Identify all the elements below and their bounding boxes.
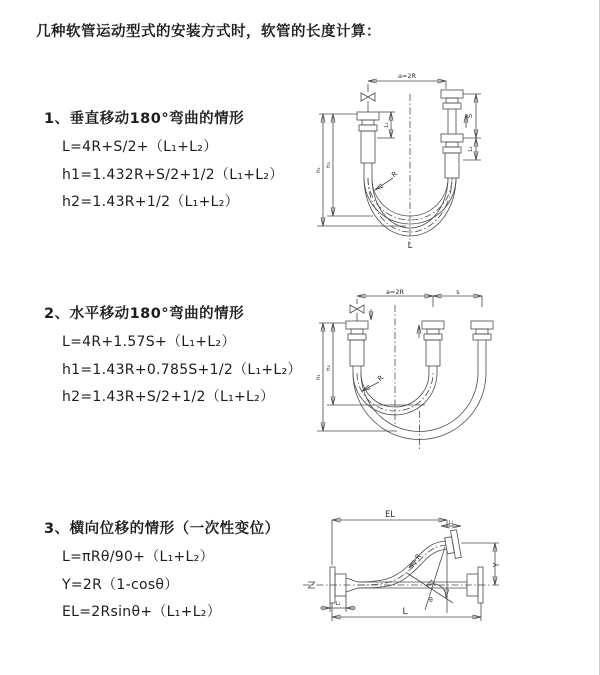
right-hose-fitting (441, 90, 463, 178)
formula: L=πRθ/90+（L₁+L₂） (62, 549, 214, 565)
section-3-formulas (44, 544, 280, 627)
section-2-heading: 2、水平移动180°弯曲的情形 (44, 306, 245, 322)
diagram-vertical-180-bend (300, 66, 590, 263)
formula: Y=2R（1-cosθ） (62, 576, 179, 593)
valve-icon (361, 93, 375, 112)
dim-h1-label: h₁ (316, 167, 322, 173)
radius-r-label: R (413, 552, 424, 562)
section-1-formulas (44, 134, 284, 217)
right-hose-fitting (471, 321, 493, 373)
diagram-lateral-displacement (295, 505, 600, 650)
length-l-label: L (407, 241, 413, 251)
dim-h2-label: h₂ (326, 365, 332, 371)
dim-s-label: s (456, 288, 460, 296)
diagram-horizontal-180-bend (305, 283, 600, 468)
section-3 (44, 517, 280, 627)
section-1-heading: 1、垂直移动180°弯曲的情形 (44, 111, 245, 127)
formula: EL=2Rsinθ+（L₁+L₂） (62, 604, 222, 620)
formula: h1=1.432R+S/2+1/2（L₁+L₂） (62, 166, 284, 183)
dim-l2-label: L₂ (468, 146, 474, 152)
dim-l1-label: L₁ (335, 601, 341, 607)
left-hose-fitting (346, 321, 368, 373)
left-hose-fitting (357, 112, 379, 178)
dim-h2-label: h₂ (326, 162, 332, 168)
valve-icon (350, 305, 364, 321)
formula: h2=1.43R+1/2（L₁+L₂） (62, 194, 239, 210)
dim-a-2r-label: a=2R (397, 72, 417, 80)
radius-r-label: R (376, 373, 386, 384)
angle-theta-label: θ (429, 597, 433, 604)
formula: h1=1.43R+0.785S+1/2（L₁+L₂） (62, 361, 302, 378)
section-1 (44, 107, 284, 217)
formula: L=4R+1.57S+（L₁+L₂） (62, 334, 236, 350)
dim-s-label: S (466, 113, 474, 119)
dim-a-2r-label: a=2R (385, 288, 405, 296)
formula: h2=1.43R+S/2+1/2（L₁+L₂） (62, 389, 275, 405)
dim-l-label: L (402, 607, 408, 617)
dim-h1-label: h₁ (316, 374, 322, 380)
middle-hose-fitting (422, 321, 444, 373)
formula: L=4R+S/2+（L₁+L₂） (62, 139, 218, 155)
radius-r-label: R (390, 169, 400, 180)
page-title: 几种软管运动型式的安装方式时，软管的长度计算： (36, 24, 381, 40)
section-2 (44, 302, 302, 412)
dim-y-label: Y (492, 562, 501, 568)
section-3-heading: 3、横向位移的情形（一次性变位） (44, 521, 280, 537)
dim-el-label: EL (384, 510, 396, 520)
dim-l1-label: L₁ (384, 122, 390, 128)
section-2-formulas (44, 329, 302, 412)
dim-l2-label: L₂ (448, 520, 454, 526)
hose-displaced-position (358, 541, 447, 588)
